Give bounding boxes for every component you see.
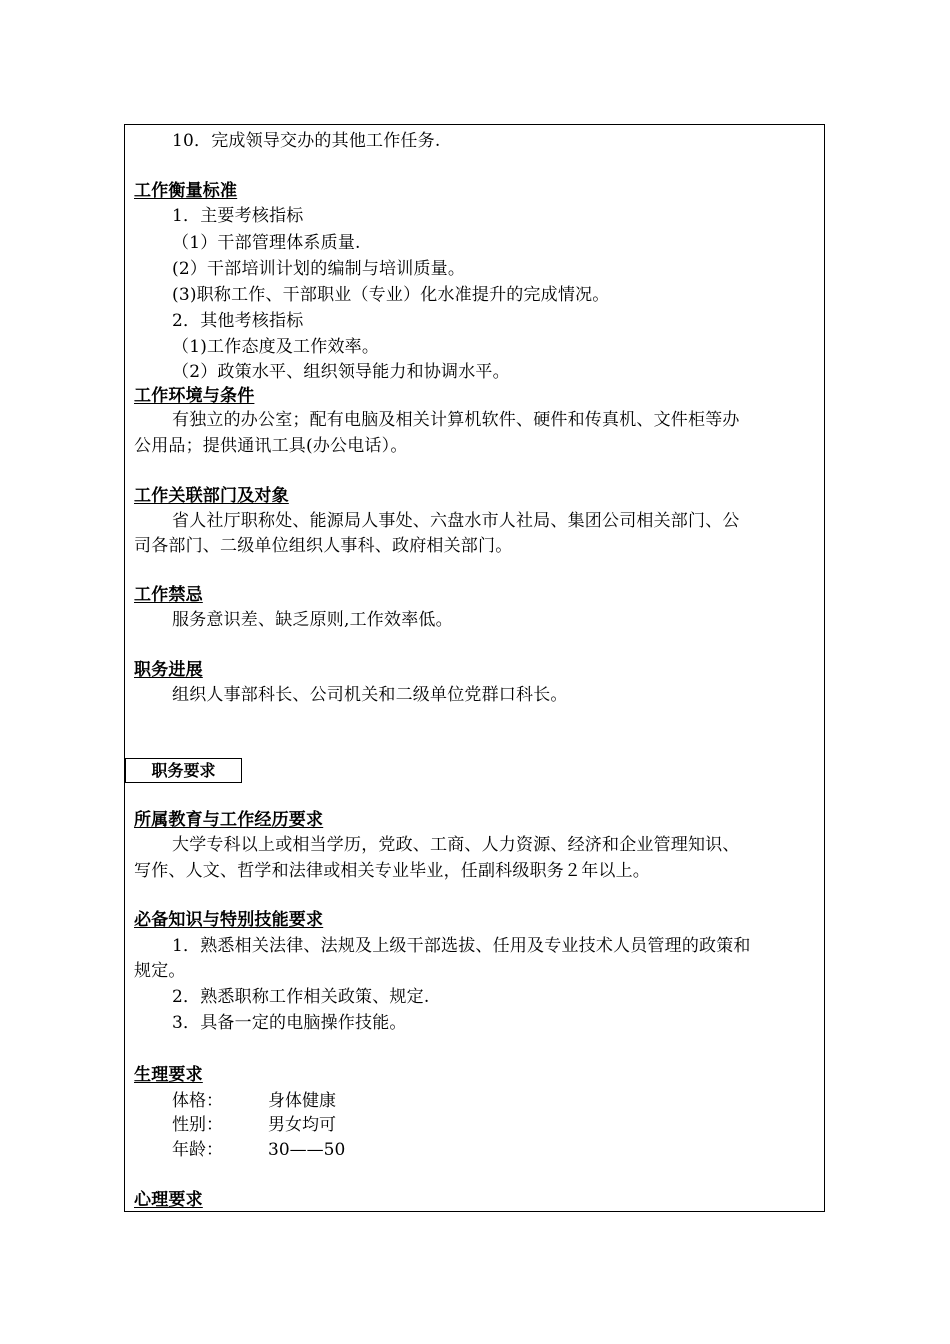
skill-line: 3．具备一定的电脑操作技能。 [172,1013,407,1033]
environment-line: 公用品；提供通讯工具(办公电话）。 [134,436,408,456]
measure-line: （1）干部管理体系质量. [172,233,361,253]
physical-value: 身体健康 [268,1091,336,1111]
physical-label: 年龄： [172,1140,223,1160]
heading-work-environment: 工作环境与条件 [134,386,255,406]
heading-psychological-requirements: 心理要求 [134,1190,203,1210]
environment-line: 有独立的办公室；配有电脑及相关计算机软件、硬件和传真机、文件柜等办 [172,410,740,430]
physical-value: 男女均可 [268,1115,336,1135]
taboo-line: 服务意识差、缺乏原则,工作效率低。 [172,610,453,630]
heading-knowledge-skills: 必备知识与特别技能要求 [134,910,324,930]
heading-measure-standard: 工作衡量标准 [134,181,238,201]
skill-line: 1．熟悉相关法律、法规及上级干部选拔、任用及专业技术人员管理的政策和 [172,936,751,956]
heading-related-departments: 工作关联部门及对象 [134,486,289,506]
physical-label: 性别： [172,1115,223,1135]
education-line: 大学专科以上或相当学历，党政、工商、人力资源、经济和企业管理知识、 [172,835,740,855]
skill-line: 2．熟悉职称工作相关政策、规定. [172,987,430,1007]
duty-item-10: 10．完成领导交办的其他工作任务. [172,131,441,151]
heading-physical-requirements: 生理要求 [134,1065,203,1085]
heading-career-progress: 职务进展 [134,660,203,680]
physical-label: 体格： [172,1091,223,1111]
education-line: 写作、人文、哲学和法律或相关专业毕业，任副科级职务２年以上。 [134,861,650,881]
section-box-job-requirements: 职务要求 [125,758,242,783]
related-line: 省人社厅职称处、能源局人事处、六盘水市人社局、集团公司相关部门、公 [172,511,740,531]
measure-line: (2）干部培训计划的编制与培训质量。 [172,259,466,279]
measure-line: (3)职称工作、干部职业（专业）化水准提升的完成情况。 [172,285,610,305]
measure-line: 1．主要考核指标 [172,206,304,226]
heading-work-taboo: 工作禁忌 [134,585,203,605]
skill-line: 规定。 [134,961,186,981]
related-line: 司各部门、二级单位组织人事科、政府相关部门。 [134,536,513,556]
heading-education-experience: 所属教育与工作经历要求 [134,810,324,830]
physical-value: 30——50 [268,1140,346,1160]
measure-line: （1)工作态度及工作效率。 [172,337,380,357]
progress-line: 组织人事部科长、公司机关和二级单位党群口科长。 [172,685,568,705]
measure-line: （2）政策水平、组织领导能力和协调水平。 [172,362,510,382]
measure-line: 2．其他考核指标 [172,311,304,331]
